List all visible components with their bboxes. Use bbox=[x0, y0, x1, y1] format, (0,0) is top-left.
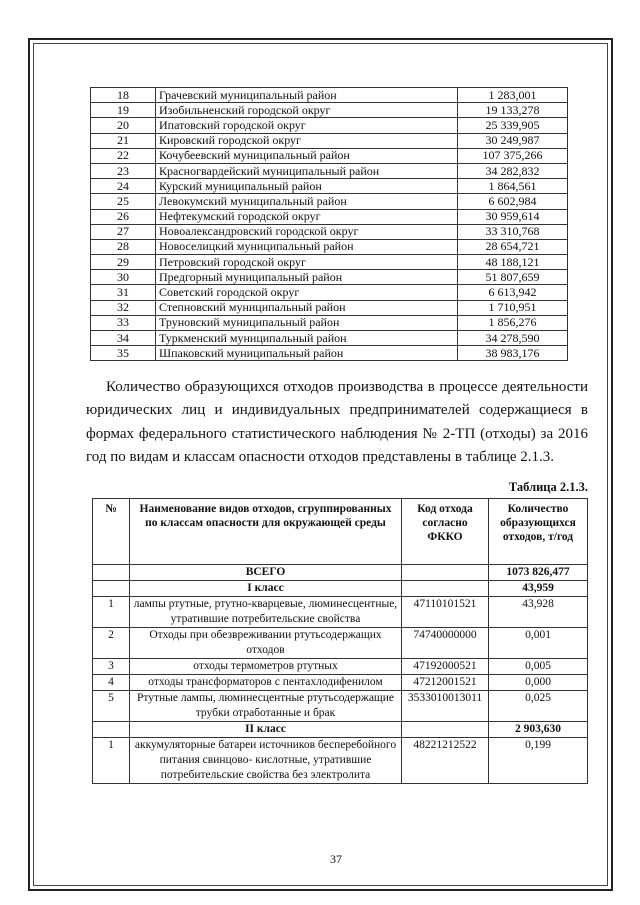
table-row bbox=[91, 179, 568, 194]
row-number: 1 bbox=[93, 597, 130, 628]
district-name: Кочубеевский муниципальный район bbox=[156, 148, 458, 163]
row-number: 4 bbox=[93, 675, 130, 691]
row-number: 24 bbox=[91, 179, 156, 194]
row-number: 28 bbox=[91, 239, 156, 254]
table-header-row bbox=[93, 499, 588, 565]
table-row bbox=[91, 346, 568, 361]
fkko-code: 47212001521 bbox=[402, 675, 489, 691]
waste-value: 48 188,121 bbox=[458, 255, 568, 270]
waste-quantity: 0,000 bbox=[489, 675, 588, 691]
waste-quantity: 0,005 bbox=[489, 659, 588, 675]
waste-by-class-table bbox=[92, 498, 588, 784]
table-row bbox=[93, 628, 588, 659]
fkko-code bbox=[402, 581, 489, 597]
waste-value: 6 613,942 bbox=[458, 285, 568, 300]
district-name: Грачевский муниципальный район bbox=[156, 88, 458, 103]
header-number: № bbox=[93, 499, 130, 565]
table-row bbox=[91, 118, 568, 133]
summary-row bbox=[93, 565, 588, 581]
district-name: Курский муниципальный район bbox=[156, 179, 458, 194]
table-row bbox=[91, 239, 568, 254]
district-name: Ипатовский городской округ bbox=[156, 118, 458, 133]
table-row bbox=[91, 209, 568, 224]
waste-value: 1 710,951 bbox=[458, 300, 568, 315]
waste-value: 107 375,266 bbox=[458, 148, 568, 163]
waste-value: 30 959,614 bbox=[458, 209, 568, 224]
district-name: Левокумский муниципальный район bbox=[156, 194, 458, 209]
waste-name: отходы термометров ртутных bbox=[130, 659, 402, 675]
table-row bbox=[91, 148, 568, 163]
district-name: Изобильненский городской округ bbox=[156, 103, 458, 118]
table-row bbox=[91, 315, 568, 330]
districts-waste-table bbox=[90, 87, 568, 361]
waste-quantity: 0,001 bbox=[489, 628, 588, 659]
district-name: Новоалександровский городской округ bbox=[156, 224, 458, 239]
row-number: 23 bbox=[91, 163, 156, 178]
row-number: 32 bbox=[91, 300, 156, 315]
header-waste-name: Наименование видов отходов, сгруппированных по классам опасности для окружающей среды bbox=[130, 499, 402, 565]
district-name: Новоселицкий муниципальный район bbox=[156, 239, 458, 254]
header-quantity: Количество образующихся отходов, т/год bbox=[489, 499, 588, 565]
row-number: 20 bbox=[91, 118, 156, 133]
table-row bbox=[91, 300, 568, 315]
row-number: 25 bbox=[91, 194, 156, 209]
table-row bbox=[91, 224, 568, 239]
table-row bbox=[91, 163, 568, 178]
fkko-code: 47192000521 bbox=[402, 659, 489, 675]
waste-value: 30 249,987 bbox=[458, 133, 568, 148]
row-number: 34 bbox=[91, 331, 156, 346]
row-number bbox=[93, 565, 130, 581]
row-number: 33 bbox=[91, 315, 156, 330]
fkko-code: 47110101521 bbox=[402, 597, 489, 628]
table-row bbox=[93, 738, 588, 784]
waste-quantity: 2 903,630 bbox=[489, 722, 588, 738]
district-name: Степновский муниципальный район bbox=[156, 300, 458, 315]
row-number bbox=[93, 722, 130, 738]
row-number: 19 bbox=[91, 103, 156, 118]
row-number: 3 bbox=[93, 659, 130, 675]
row-number: 5 bbox=[93, 691, 130, 722]
table-row bbox=[91, 194, 568, 209]
page-number: 37 bbox=[330, 852, 342, 866]
district-name: Туркменский муниципальный район bbox=[156, 331, 458, 346]
waste-name: отходы трансформаторов с пентахлодифенилом bbox=[130, 675, 402, 691]
row-number: 2 bbox=[93, 628, 130, 659]
waste-quantity: 43,959 bbox=[489, 581, 588, 597]
waste-value: 1 856,276 bbox=[458, 315, 568, 330]
summary-row bbox=[93, 722, 588, 738]
fkko-code: 3533010013011 bbox=[402, 691, 489, 722]
table-row bbox=[91, 255, 568, 270]
row-number: 29 bbox=[91, 255, 156, 270]
district-name: Петровский городской округ bbox=[156, 255, 458, 270]
waste-name: Ртутные лампы, люминесцентные ртутьсодержащие трубки отработанные и брак bbox=[130, 691, 402, 722]
header-fkko-code: Код отхода согласно ФККО bbox=[402, 499, 489, 565]
table-row bbox=[91, 331, 568, 346]
fkko-code bbox=[402, 565, 489, 581]
waste-value: 28 654,721 bbox=[458, 239, 568, 254]
waste-value: 34 278,590 bbox=[458, 331, 568, 346]
row-number: 26 bbox=[91, 209, 156, 224]
waste-value: 33 310,768 bbox=[458, 224, 568, 239]
row-number: 22 bbox=[91, 148, 156, 163]
waste-quantity: 0,025 bbox=[489, 691, 588, 722]
waste-value: 1 283,001 bbox=[458, 88, 568, 103]
row-number: 31 bbox=[91, 285, 156, 300]
body-paragraph: Количество образующихся отходов производства в процессе деятельности юридических лиц и индивидуальных предпринимателей содержащиеся в формах федерального статистического наблюдения № 2-ТП (отходы) за 2016 год по видам и классам опасности отходов представлены в таблице 2.1.3. bbox=[86, 379, 588, 465]
district-name: Шпаковский муниципальный район bbox=[156, 346, 458, 361]
table-row bbox=[93, 597, 588, 628]
waste-value: 6 602,984 bbox=[458, 194, 568, 209]
waste-quantity: 43,928 bbox=[489, 597, 588, 628]
waste-name: Отходы при обезвреживании ртутьсодержащих отходов bbox=[130, 628, 402, 659]
waste-value: 51 807,659 bbox=[458, 270, 568, 285]
row-number: 30 bbox=[91, 270, 156, 285]
fkko-code bbox=[402, 722, 489, 738]
waste-name: I класс bbox=[130, 581, 402, 597]
district-name: Предгорный муниципальный район bbox=[156, 270, 458, 285]
waste-name: лампы ртутные, ртутно-кварцевые, люминесцентные, утратившие потребительские свойства bbox=[130, 597, 402, 628]
row-number: 27 bbox=[91, 224, 156, 239]
table-row bbox=[93, 659, 588, 675]
district-name: Советский городской округ bbox=[156, 285, 458, 300]
row-number: 35 bbox=[91, 346, 156, 361]
table-row bbox=[93, 675, 588, 691]
district-name: Труновский муниципальный район bbox=[156, 315, 458, 330]
summary-row bbox=[93, 581, 588, 597]
table-row bbox=[91, 88, 568, 103]
table-row bbox=[93, 691, 588, 722]
table-caption: Таблица 2.1.3. bbox=[508, 480, 588, 494]
waste-value: 38 983,176 bbox=[458, 346, 568, 361]
table-row bbox=[91, 285, 568, 300]
district-name: Нефтекумский городской округ bbox=[156, 209, 458, 224]
fkko-code: 48221212522 bbox=[402, 738, 489, 784]
waste-name: аккумуляторные батареи источников бесперебойного питания свинцово- кислотные, утратившие потребительские свойства без электролита bbox=[130, 738, 402, 784]
row-number: 18 bbox=[91, 88, 156, 103]
fkko-code: 74740000000 bbox=[402, 628, 489, 659]
waste-value: 19 133,278 bbox=[458, 103, 568, 118]
waste-value: 1 864,561 bbox=[458, 179, 568, 194]
row-number: 1 bbox=[93, 738, 130, 784]
waste-name: II класс bbox=[130, 722, 402, 738]
waste-name: ВСЕГО bbox=[130, 565, 402, 581]
table-row bbox=[91, 270, 568, 285]
row-number bbox=[93, 581, 130, 597]
row-number: 21 bbox=[91, 133, 156, 148]
waste-value: 25 339,905 bbox=[458, 118, 568, 133]
waste-quantity: 1073 826,477 bbox=[489, 565, 588, 581]
waste-value: 34 282,832 bbox=[458, 163, 568, 178]
waste-quantity: 0,199 bbox=[489, 738, 588, 784]
district-name: Кировский городской округ bbox=[156, 133, 458, 148]
table-row bbox=[91, 133, 568, 148]
district-name: Красногвардейский муниципальный район bbox=[156, 163, 458, 178]
table-row bbox=[91, 103, 568, 118]
